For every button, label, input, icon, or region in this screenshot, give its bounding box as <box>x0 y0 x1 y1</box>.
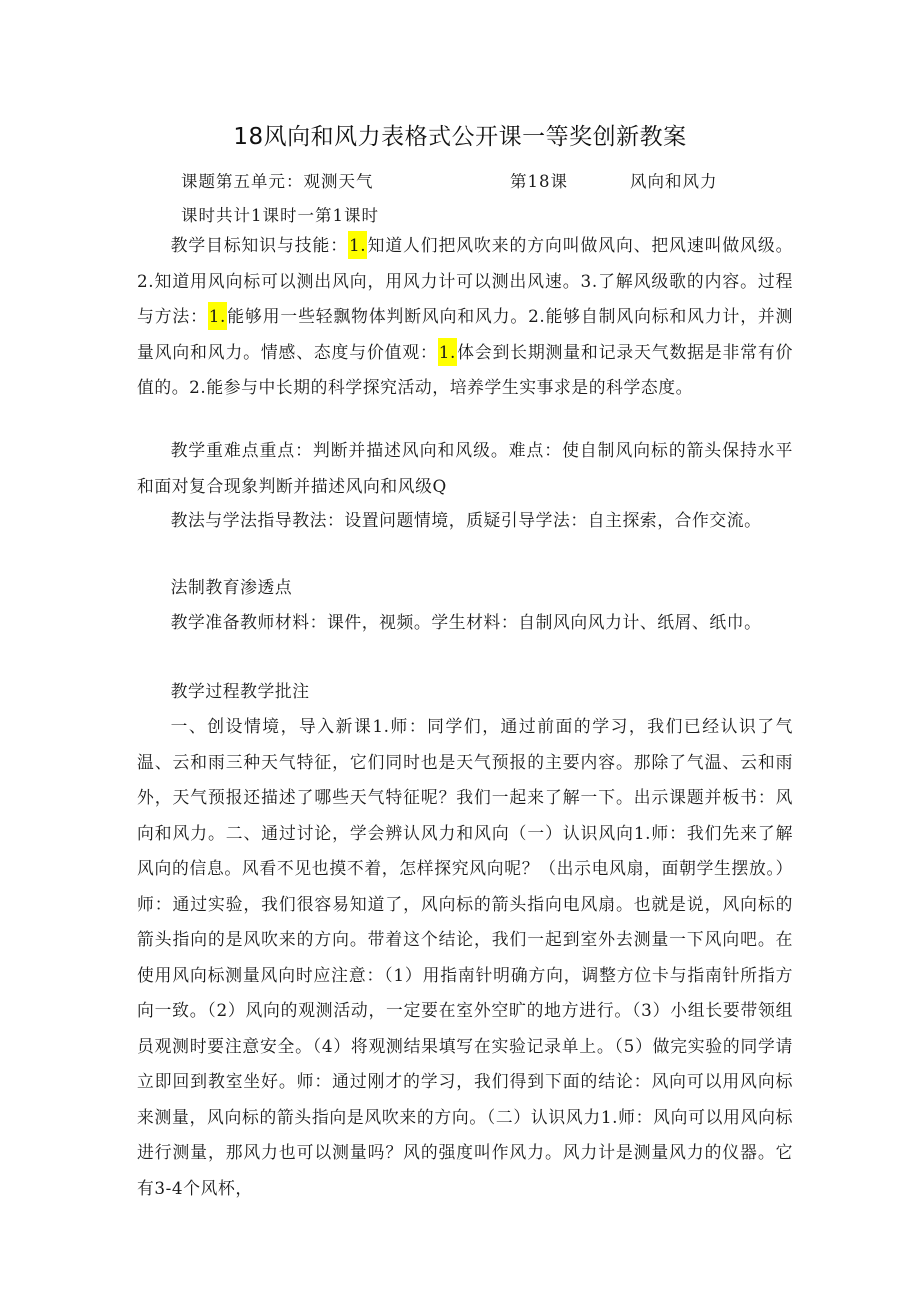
document-title: 18风向和风力表格式公开课一等奖创新教案 <box>233 124 687 150</box>
objectives-text-2: 能够用一些轻飘物体判断风向和风力。2.能够自制风向标和风力计，并测量风向和风力。情感、态度与价值观： <box>137 306 793 362</box>
prep-paragraph: 教学准备教师材料：课件，视频。学生材料：自制风向风力计、纸屑、纸巾。 <box>170 612 762 632</box>
process-head: 教学过程教学批注 <box>170 681 310 701</box>
objectives-lead: 教学目标知识与技能： <box>170 235 348 255</box>
legal-section <box>137 570 793 606</box>
objectives-paragraph <box>137 228 793 406</box>
lesson-hours: 课时共计1课时一第1课时 <box>181 206 379 225</box>
process-section <box>137 709 793 1206</box>
key-points-paragraph: 教学重难点重点：判断并描述风向和风级。难点：使自制风向标的箭头保持水平和面对复合现象判断并描述风向和风级Q <box>137 440 793 496</box>
methods-section <box>137 503 793 539</box>
highlight-marker: 1. <box>348 231 367 259</box>
objectives-section <box>137 228 793 406</box>
objectives-text-3: 体会到长期测量和记录天气数据是非常有价值的。2.能参与中长期的科学探究活动，培养学生实事求是的科学态度。 <box>137 341 793 397</box>
methods-paragraph: 教法与学法指导教法：设置问题情境，质疑引导学法：自主探索，合作交流。 <box>170 510 762 530</box>
lesson-name: 风向和风力 <box>630 172 718 191</box>
lesson-number: 第18课 <box>510 172 568 191</box>
highlight-marker: 1. <box>208 302 227 330</box>
unit-label: 课题第五单元：观测天气 <box>181 172 374 191</box>
prep-section <box>137 605 793 641</box>
key-points-section <box>137 433 793 504</box>
process-paragraph: 一、创设情境，导入新课1.师：同学们，通过前面的学习，我们已经认识了气温、云和雨三种天气特征，它们同时也是天气预报的主要内容。那除了气温、云和雨外，天气预报还描述了哪些天气特征呢？我们一起来了解一下。出示课题并板书：风向和风力。二、通过讨论，学会辨认风力和风向（一）认识风向1.师：我们先来了解风向的信息。风看不见也摸不着，怎样探究风向呢？（出示电风扇，面朝学生摆放。）师：通过实验，我们很容易知道了，风向标的箭头指向电风扇。也就是说，风向标的箭头指向的是风吹来的方向。带着这个结论，我们一起到室外去测量一下风向吧。在使用风向标测量风向时应注意：（1）用指南针明确方向，调整方位卡与指南针所指方向一致。（2）风向的观测活动，一定要在室外空旷的地方进行。（3）小组长要带领组员观测时要注意安全。（4）将观测结果填写在实验记录单上。（5）做完实验的同学请立即回到教室坐好。师：通过刚才的学习，我们得到下面的结论：风向可以用风向标来测量，风向标的箭头指向是风吹来的方向。（二）认识风力1.师：风向可以用风向标进行测量，那风力也可以测量吗？风的强度叫作风力。风力计是测量风力的仪器。它有3-4个风杯， <box>137 716 793 1198</box>
process-head-section <box>137 674 793 710</box>
highlight-marker: 1. <box>438 338 457 366</box>
objectives-text-1: 知道人们把风吹来的方向叫做风向、把风速叫做风级。2.知道用风向标可以测出风向，用风力计可以测出风速。3.了解风级歌的内容。过程与方法： <box>137 235 793 326</box>
legal-paragraph: 法制教育渗透点 <box>170 577 293 597</box>
